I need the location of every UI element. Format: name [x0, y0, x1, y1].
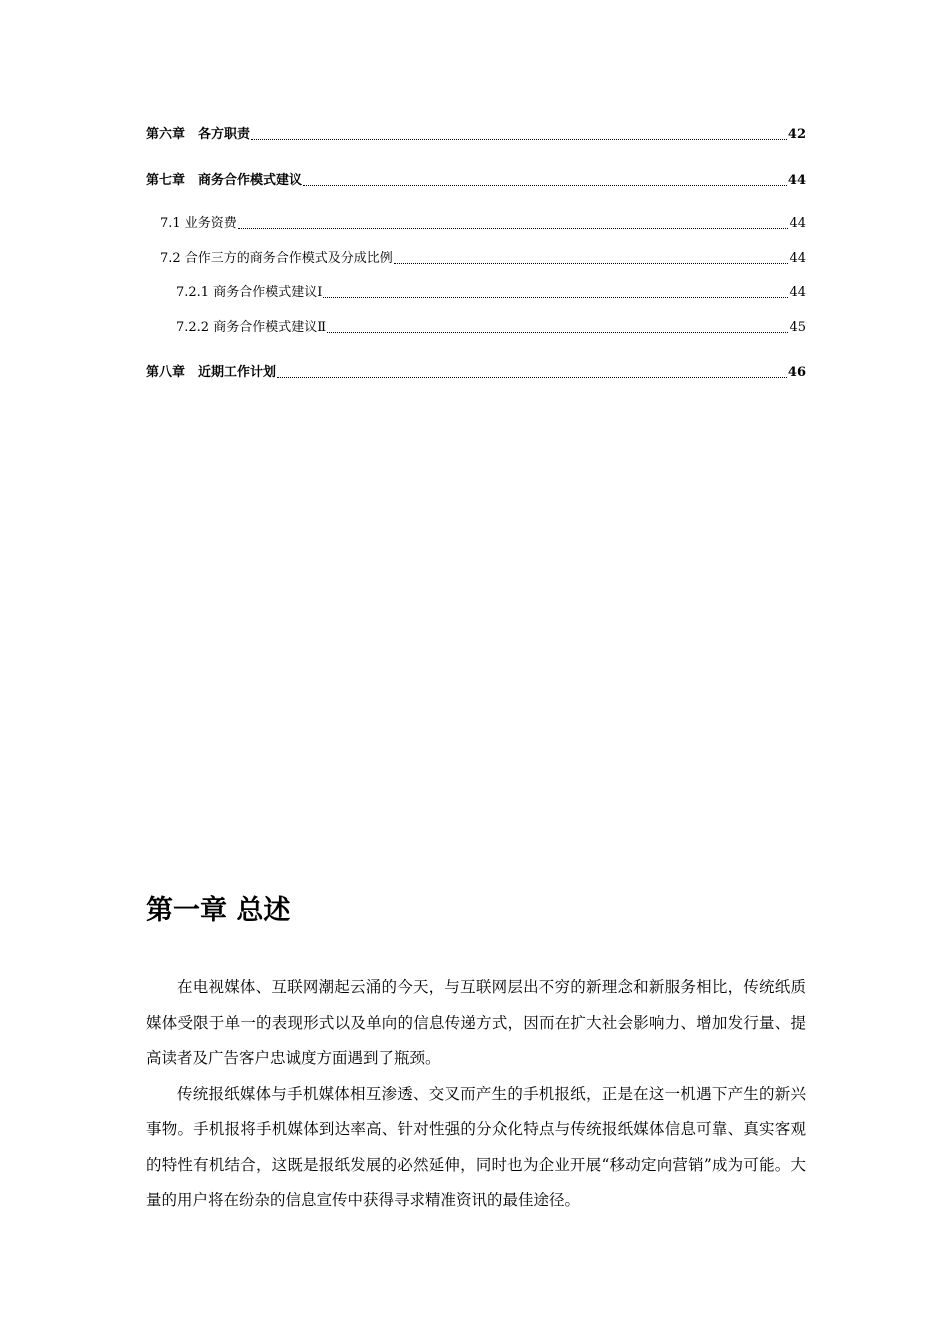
toc-entry-label: 第八章 近期工作计划	[146, 365, 277, 380]
chapter-body	[146, 970, 806, 1219]
toc-leader-dots	[277, 376, 787, 378]
toc-entry[interactable]	[146, 319, 806, 337]
toc-entry[interactable]	[146, 284, 806, 302]
toc-leader-dots	[303, 184, 787, 186]
toc-entry[interactable]	[146, 126, 806, 144]
toc-entry-page: 45	[789, 320, 806, 335]
toc-entry-page: 44	[787, 173, 806, 188]
toc-entry-label: 7.2.1 商务合作模式建议Ⅰ	[176, 285, 323, 300]
toc-entry-page: 42	[787, 127, 806, 142]
toc-entry[interactable]	[146, 215, 806, 233]
toc-entry-page: 44	[789, 251, 806, 266]
body-paragraph: 传统报纸媒体与手机媒体相互渗透、交叉而产生的手机报纸，正是在这一机遇下产生的新兴事物。手机报将手机媒体到达率高、针对性强的分众化特点与传统报纸媒体信息可靠、真实客观的特性有机结合，这既是报纸发展的必然延伸，同时也为企业开展“移动定向营销”成为可能。大量的用户将在纷杂的信息宣传中获得寻求精准资讯的最佳途径。	[146, 1084, 806, 1209]
toc-entry-page: 44	[789, 285, 806, 300]
toc-entry[interactable]	[146, 172, 806, 190]
toc-leader-dots	[394, 262, 789, 264]
body-paragraph: 在电视媒体、互联网潮起云涌的今天，与互联网层出不穷的新理念和新服务相比，传统纸质媒体受限于单一的表现形式以及单向的信息传递方式，因而在扩大社会影响力、增加发行量、提高读者及广告客户忠诚度方面遇到了瓶颈。	[146, 978, 806, 1067]
toc-leader-dots	[251, 138, 787, 140]
toc-entry-label: 7.2.2 商务合作模式建议Ⅱ	[176, 320, 327, 335]
toc-entry-label: 7.2 合作三方的商务合作模式及分成比例	[160, 251, 393, 266]
chapter-title: 第一章 总述	[146, 895, 291, 926]
toc-entry-label: 7.1 业务资费	[160, 216, 237, 231]
toc-leader-dots	[323, 296, 788, 298]
toc-leader-dots	[327, 331, 788, 333]
toc-leader-dots	[238, 227, 789, 229]
toc-entry[interactable]	[146, 250, 806, 268]
table-of-contents	[146, 126, 806, 382]
toc-entry-label: 第六章 各方职责	[146, 127, 251, 142]
toc-entry-page: 46	[787, 365, 806, 380]
toc-entry-page: 44	[789, 216, 806, 231]
toc-entry-label: 第七章 商务合作模式建议	[146, 173, 303, 188]
toc-entry[interactable]	[146, 364, 806, 382]
